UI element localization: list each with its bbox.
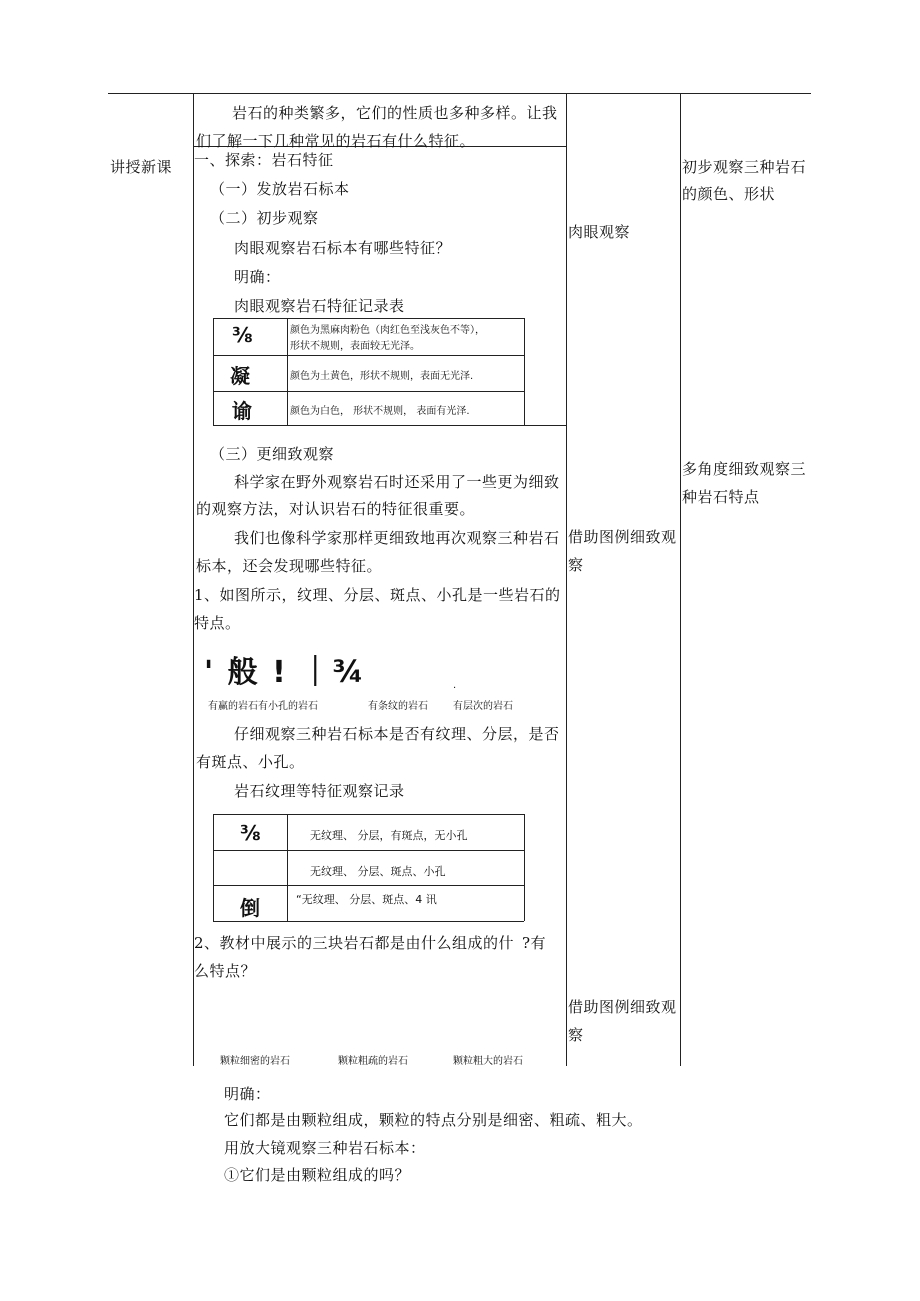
activity-1: 肉眼观察 xyxy=(568,223,631,241)
col-divider-3 xyxy=(680,93,681,1066)
part2-paragraph-3-cont: 有斑点、小孔。 xyxy=(196,753,305,771)
rock-figure-glyphs: ' 般 ! ｜¾ xyxy=(204,655,366,690)
part2-paragraph-2: 我们也像科学家那样更细致地再次观察三种岩石 xyxy=(234,529,560,547)
table-row-desc: 颜色为白色， 形状不规则， 表面有光泽. xyxy=(290,406,470,417)
table-top-border xyxy=(108,93,811,94)
table-row-desc: 无纹理、 分层、斑点、小孔 xyxy=(310,865,446,878)
part1-step2: （二）初步观察 xyxy=(210,209,319,227)
table-row-mark: 倒 xyxy=(240,896,260,920)
table-row-desc: “无纹理、 分层、斑点、4 讯 xyxy=(296,893,437,906)
figure-caption: 颗粒粗大的岩石 xyxy=(453,1056,523,1067)
figure-caption: 有赢的岩石有小孔的岩石 xyxy=(208,701,318,712)
intro-line-1: 岩石的种类繁多，它们的性质也多种多样。让我 xyxy=(232,104,558,122)
table-row-mark: 凝 xyxy=(230,364,250,388)
part2-paragraph-2-cont: 标本，还会发现哪些特征。 xyxy=(196,557,383,575)
col-divider-2 xyxy=(566,93,567,1066)
table-row-desc: 形状不规则，表面较无光泽。 xyxy=(290,341,420,352)
col-divider-1 xyxy=(193,93,194,1066)
item-2: 2、教材中展示的三块岩石都是由什么组成的什 xyxy=(194,934,515,952)
after-line-1: 它们都是由颗粒组成，颗粒的特点分别是细密、粗疏、粗大。 xyxy=(224,1111,643,1129)
activity-3-cont: 察 xyxy=(568,1026,584,1044)
item-1: 1、如图所示，纹理、分层、斑点、小孔是一些岩石的 xyxy=(194,586,561,604)
table-row-desc: 无纹理、 分层，有斑点，无小孔 xyxy=(310,829,468,842)
part1-question: 肉眼观察岩石标本有哪些特征？ xyxy=(234,239,452,257)
item-1-cont: 特点。 xyxy=(194,614,241,632)
item-2-tail: ?有 xyxy=(522,934,547,952)
part2-paragraph-3: 仔细观察三种岩石标本是否有纹理、分层，是否 xyxy=(234,725,560,743)
after-line-3: ①它们是由颗粒组成的吗？ xyxy=(224,1166,411,1184)
table-row-mark: 谕 xyxy=(232,399,252,423)
purpose-1: 初步观察三种岩石 xyxy=(682,158,807,176)
part1-title: 一、探索：岩石特征 xyxy=(194,151,334,169)
part2-paragraph-1: 科学家在野外观察岩石时还采用了一些更为细致 xyxy=(234,473,560,491)
activity-2: 借助图例细致观 xyxy=(568,528,677,546)
table-row-mark: ⅜ xyxy=(232,323,253,347)
figure-caption: 颗粒粗疏的岩石 xyxy=(338,1056,408,1067)
figure-caption: 有层次的岩石 xyxy=(453,701,513,712)
part1-table-title: 肉眼观察岩石特征记录表 xyxy=(234,297,405,315)
part2-step3: （三）更细致观察 xyxy=(210,445,335,463)
purpose-1-cont: 的颜色、形状 xyxy=(682,185,776,203)
table-row-desc: 颜色为土黄色，形状不规则，表面无光泽. xyxy=(290,371,474,382)
activity-2-cont: 察 xyxy=(568,556,584,574)
figure-dot: . xyxy=(453,680,457,691)
part2-paragraph-1-cont: 的观察方法，对认识岩石的特征很重要。 xyxy=(196,500,476,518)
intro-line-2: 们了解一下几种常见的岩石有什么特征。 xyxy=(196,132,476,150)
activity-3: 借助图例细致观 xyxy=(568,998,677,1016)
table-row-desc: 颜色为黑麻肉粉色（肉红色至浅灰色不等）， xyxy=(290,325,485,336)
section-label: 讲授新课 xyxy=(110,158,173,176)
part1-step1: （一）发放岩石标本 xyxy=(210,180,350,198)
figure-caption: 有条纹的岩石 xyxy=(368,701,428,712)
purpose-2: 多角度细致观察三 xyxy=(682,460,807,478)
after-line-2: 用放大镜观察三种岩石标本： xyxy=(224,1139,426,1157)
after-answer-label: 明确： xyxy=(224,1085,271,1103)
figure-caption: 颗粒细密的岩石 xyxy=(220,1056,290,1067)
purpose-2-cont: 种岩石特点 xyxy=(682,488,760,506)
part2-table2-title: 岩石纹理等特征观察记录 xyxy=(234,782,405,800)
part1-answer-label: 明确： xyxy=(234,268,281,286)
item-2-cont: 么特点？ xyxy=(194,962,257,980)
table-row-mark: ⅜ xyxy=(240,821,261,845)
